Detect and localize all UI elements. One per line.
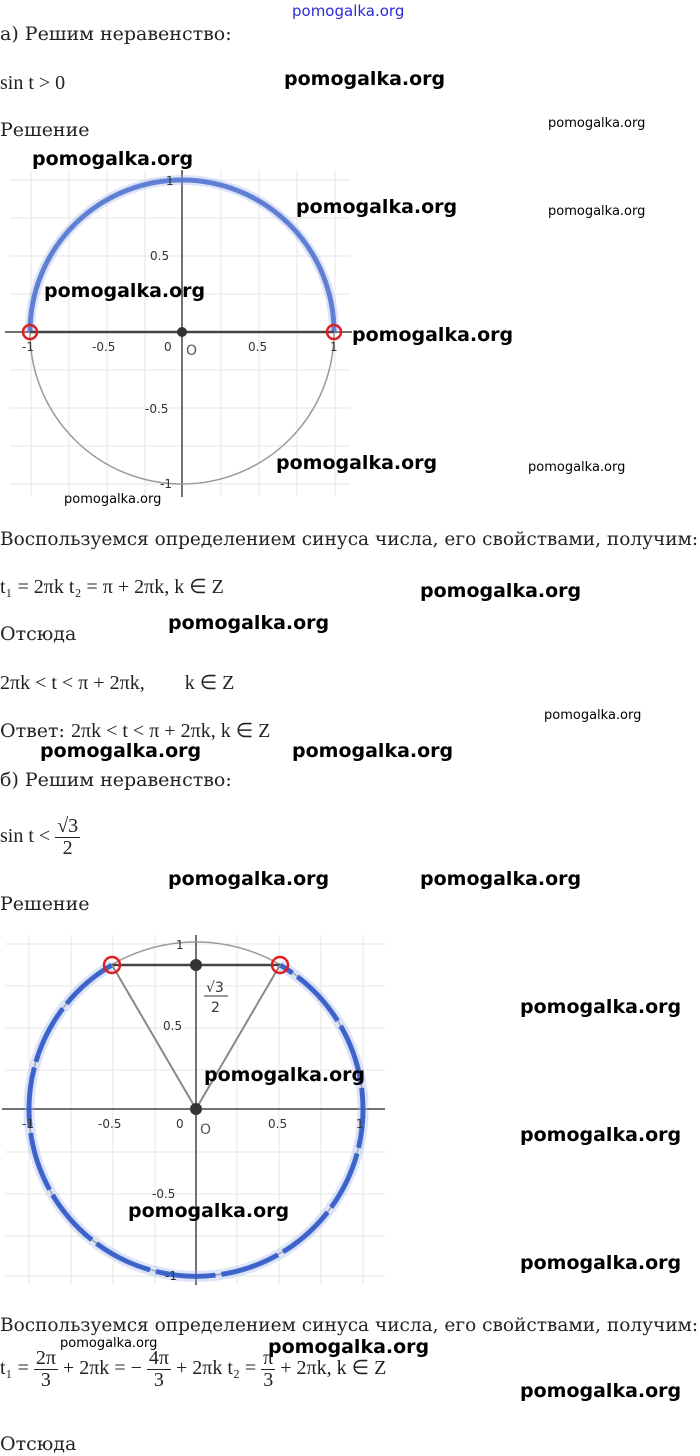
watermark: pomogalka.org (420, 580, 582, 602)
watermark: pomogalka.org (548, 204, 646, 219)
tick-y-neg-0.5: -0.5 (145, 402, 169, 416)
answer-value: 2πk < t < π + 2πk, k ∈ Z (71, 720, 271, 742)
tick-x-0: 0 (164, 340, 172, 354)
watermark: pomogalka.org (520, 996, 682, 1018)
watermark: pomogalka.org (420, 868, 582, 890)
tick-y-0.5: 0.5 (163, 1019, 183, 1033)
part-a-solution-label: Решение (0, 119, 90, 141)
watermark: pomogalka.org (60, 1336, 158, 1351)
part-b-roots: t₁ = $\frac{2\pi}{3}$ + 2πk = − $\frac{4\pi}{3}$ + 2πk t₂ = $\frac{\pi}{3}$ + 2πk, k ∈ Z (0, 1347, 387, 1391)
part-b-heading: б) Решим неравенство: (0, 769, 232, 791)
tick-x-0: 0 (176, 1117, 184, 1131)
part-a-inequality: sin t > 0 (0, 72, 66, 94)
origin-label: O (200, 1122, 212, 1138)
watermark: pomogalka.org (64, 492, 162, 507)
tick-x-1: 1 (330, 340, 338, 354)
watermark: pomogalka.org (284, 68, 446, 90)
site-header-watermark[interactable]: pomogalka.org (292, 2, 405, 20)
watermark: pomogalka.org (352, 324, 514, 346)
part-a-heading: а) Решим неравенство: (0, 23, 232, 45)
part-b-unit-circle-graph (0, 930, 390, 1290)
level-point (190, 959, 202, 971)
watermark: pomogalka.org (168, 612, 330, 634)
origin-label: O (186, 343, 198, 359)
tick-x-neg-1: -1 (22, 1117, 34, 1131)
tick-y-1: 1 (166, 174, 174, 188)
part-b-solution-label: Решение (0, 893, 90, 915)
part-a-roots: t₁ = 2πk t₂ = π + 2πk, k ∈ Z (0, 576, 224, 598)
watermark: pomogalka.org (44, 280, 206, 302)
level-label-den: 2 (211, 1000, 220, 1016)
watermark: pomogalka.org (40, 740, 202, 762)
part-b-explanation: Воспользуемся определением синуса числа, его свойствами, получим: (0, 1315, 699, 1336)
answer-label: Ответ: (0, 720, 65, 742)
tick-y-neg-1: -1 (165, 1269, 177, 1283)
tick-x-0.5: 0.5 (268, 1117, 288, 1131)
watermark: pomogalka.org (296, 196, 458, 218)
tick-y-neg-1: -1 (160, 477, 172, 491)
watermark: pomogalka.org (292, 740, 454, 762)
watermark: pomogalka.org (520, 1380, 682, 1402)
watermark: pomogalka.org (204, 1064, 366, 1086)
watermark: pomogalka.org (168, 868, 330, 890)
watermark: pomogalka.org (528, 460, 626, 475)
level-label-num: √3 (206, 980, 224, 996)
tick-x-neg-0.5: -0.5 (92, 340, 116, 354)
watermark: pomogalka.org (548, 116, 646, 131)
watermark: pomogalka.org (128, 1200, 290, 1222)
part-a-hence-label: Отсюда (0, 623, 77, 645)
watermark: pomogalka.org (544, 708, 642, 723)
radius-left (112, 965, 196, 1109)
tick-x-neg-1: -1 (22, 340, 34, 354)
watermark: pomogalka.org (276, 452, 438, 474)
watermark: pomogalka.org (268, 1336, 430, 1358)
part-a-range: 2πk < t < π + 2πk, k ∈ Z (0, 672, 235, 694)
watermark: pomogalka.org (520, 1124, 682, 1146)
watermark: pomogalka.org (32, 148, 194, 170)
tick-y-1: 1 (176, 938, 184, 952)
origin-point (190, 1103, 202, 1115)
origin-point (177, 327, 187, 337)
part-a-explanation: Воспользуемся определением синуса числа, его свойствами, получим: (0, 529, 699, 550)
tick-x-neg-0.5: -0.5 (98, 1117, 122, 1131)
tick-y-neg-0.5: -0.5 (152, 1187, 176, 1201)
tick-x-0.5: 0.5 (248, 340, 268, 354)
part-a-answer-row (0, 720, 270, 742)
watermark: pomogalka.org (520, 1252, 682, 1274)
tick-x-1: 1 (356, 1117, 364, 1131)
tick-y-0.5: 0.5 (150, 249, 170, 263)
part-b-hence-label: Отсюда (0, 1433, 77, 1455)
part-b-inequality: sin t < $\frac{√3}{2}$ (0, 815, 79, 859)
